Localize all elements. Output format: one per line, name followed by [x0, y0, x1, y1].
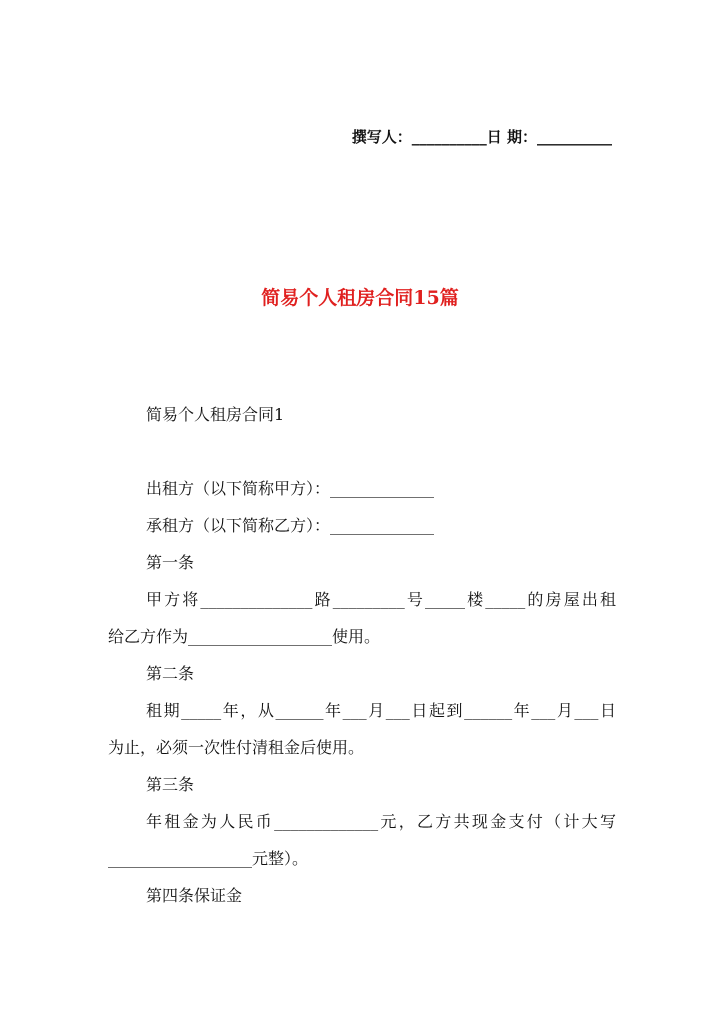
article-3-line-1: 年租金为人民币_____________元，乙方共现金支付（计大写 [146, 812, 616, 831]
document-title: 简易个人租房合同15篇 [261, 287, 459, 309]
article-1-line-1: 甲方将______________路_________号_____楼_____的房屋出租 [146, 590, 616, 609]
lessee-line: 承租方（以下简称乙方）：_____________ [146, 516, 435, 535]
article-1-title: 第一条 [146, 553, 195, 572]
article-4-title: 第四条保证金 [146, 886, 243, 905]
blank-line [108, 433, 616, 470]
author-date-line: 撰写人：__________日 期：__________ [351, 128, 612, 146]
article-2-line-1: 租期_____年，从______年___月___日起到______年___月___日 [146, 701, 616, 720]
contract-subtitle: 简易个人租房合同1 [146, 405, 285, 424]
article-2-title: 第二条 [146, 664, 195, 683]
article-1-line-2: 给乙方作为__________________使用。 [108, 627, 381, 646]
article-2-line-2: 为止，必须一次性付清租金后使用。 [108, 738, 365, 757]
contract-body [108, 396, 616, 914]
article-3-title: 第三条 [146, 775, 195, 794]
article-3-line-2: __________________元整）。 [108, 849, 309, 868]
lessor-line: 出租方（以下简称甲方）：_____________ [146, 479, 435, 498]
